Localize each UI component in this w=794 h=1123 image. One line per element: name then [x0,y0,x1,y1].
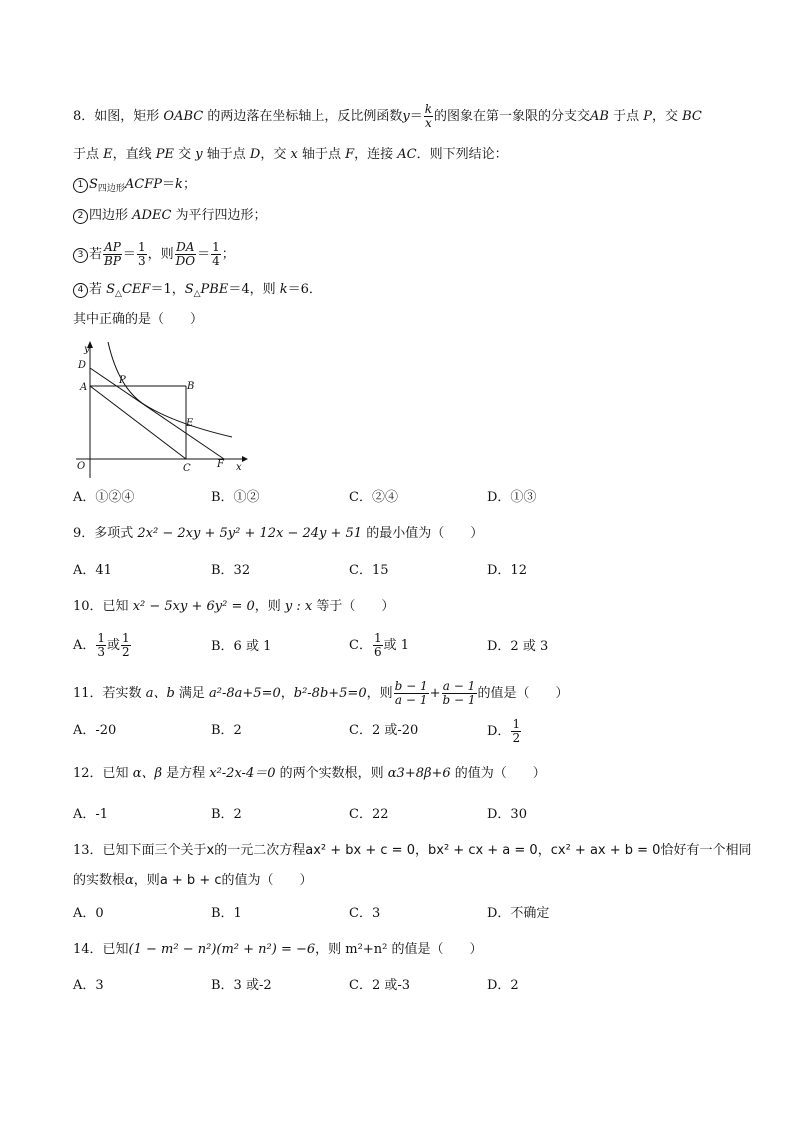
label-E: E [186,418,194,429]
option-c[interactable]: C．3 [349,906,381,921]
q11-options [73,717,733,745]
q8-line-1: 8．如图，矩形 OABC 的两边落在坐标轴上，反比例函数y＝ $\frac{k}{x}$ 的图象在第一象限的分支交AB 于点 P，交 BC [73,102,702,130]
option-c[interactable]: C．2 或-20 [349,723,419,738]
q8-conclusion-3: 3 若 $\frac{AP}{BP}$ ＝ $\frac{1}{3}$ ，则 $\frac{DA}{DO}$ ＝ $\frac{1}{4}$ ； [73,241,235,268]
circled-number: 3 [73,248,88,263]
q13-options [73,905,733,925]
option-d[interactable]: D．12 [487,563,527,578]
option-c[interactable]: C．2 或-3 [349,978,411,993]
option-c[interactable]: C．②④ [349,490,398,505]
label-C: C [183,463,191,474]
q8-coordinate-figure [72,338,252,478]
option-d[interactable]: D．①③ [487,490,537,505]
q8-line-2: 于点 E，直线 PE 交 y 轴于点 D，交 x 轴于点 F，连接 AC．则下列结论： [73,147,508,162]
q12-options [73,806,733,826]
k-over-x-fraction: $\frac{k}{x}$ [424,102,432,130]
option-d[interactable]: D．30 [487,807,527,822]
option-b[interactable]: B．32 [211,563,251,578]
q9-options [73,562,733,582]
circled-number: 4 [73,283,88,298]
x-axis-arrow [242,456,248,462]
q13-stem-line-2: 的实数根α，则a + b + c的值为（ ） [73,873,313,888]
option-b[interactable]: B．①② [211,490,260,505]
label-O: O [77,461,86,472]
q10-options [73,631,733,659]
q9-polynomial: 2x² − 2xy + 5y² + 12x − 24y + 51 [137,526,363,541]
option-b[interactable]: B．6 或 1 [211,639,272,654]
q12-stem: 12．已知 α、β 是方程 x²-2x-4＝0 的两个实数根，则 α3+8β+6 的值为（ ） [73,766,546,781]
q14-options [73,977,733,997]
option-a[interactable]: A．①②④ [73,490,135,505]
option-a[interactable]: A．3 [73,978,104,993]
option-d[interactable]: D．2 [487,978,519,993]
option-d[interactable]: D．不确定 [487,906,550,921]
label-B: B [187,381,195,392]
option-a[interactable]: A． $\frac{1}{3}$ 或 $\frac{1}{2}$ [73,631,130,659]
option-a[interactable]: A．-20 [73,723,117,738]
q9-stem: 9．多项式 2x² − 2xy + 5y² + 12x − 24y + 51 的最小值为（ ） [73,526,484,541]
option-b[interactable]: B．1 [211,906,242,921]
option-a[interactable]: A．41 [73,563,112,578]
option-d[interactable]: D．2 或 3 [487,639,549,654]
option-c[interactable]: C．22 [349,807,389,822]
label-x: x [236,462,242,473]
circled-number: 2 [73,209,88,224]
label-A: A [80,382,88,393]
q8-conclusion-1: 1 $S_{四边形}ACFP=k$； [73,176,196,194]
q14-stem: 14．已知(1 − m² − n²)(m² + n²) = −6，则 m²+n² 的值是（ ） [73,942,483,957]
q8-conclusion-2: 2 四边形 ADEC 为平行四边形； [73,207,267,225]
line-DF [90,368,224,459]
q13-stem-line-1: 13．已知下面三个关于x的一元二次方程ax² + bx + c = 0，bx² + cx + a = 0，cx² + ax + b = 0恰好有一个相同 [73,843,752,858]
q10-stem: 10．已知 x² − 5xy + 6y² = 0，则 y : x 等于（ ） [73,599,395,614]
option-a[interactable]: A．-1 [73,807,109,822]
q8-conclusion-4: 4 若 $S_\triangle CEF=1$，$S_\triangle PBE=4$，则 k＝6． [73,281,322,299]
option-c[interactable]: C． $\frac{1}{6}$ 或 1 [349,631,409,659]
label-D: D [78,360,87,371]
option-d[interactable]: D． $\frac{1}{2}$ [487,717,521,745]
segment-AC [90,386,186,459]
label-P: P [119,375,126,386]
q8-options [73,489,733,509]
label-y: y [84,344,90,355]
option-a[interactable]: A．0 [73,906,104,921]
option-c[interactable]: C．15 [349,563,389,578]
circled-number: 1 [73,178,88,193]
label-F: F [217,459,224,470]
option-b[interactable]: B．2 [211,723,242,738]
q11-stem: 11．若实数 a、b 满足 a²-8a+5=0，b²-8b+5=0，则 $\frac{b - 1}{a - 1}$ + $\frac{a - 1}{b - 1}$ 的值是（ ） [73,679,569,707]
option-b[interactable]: B．3 或-2 [211,978,272,993]
option-b[interactable]: B．2 [211,807,242,822]
q8-question: 其中正确的是（ ） [73,312,204,327]
